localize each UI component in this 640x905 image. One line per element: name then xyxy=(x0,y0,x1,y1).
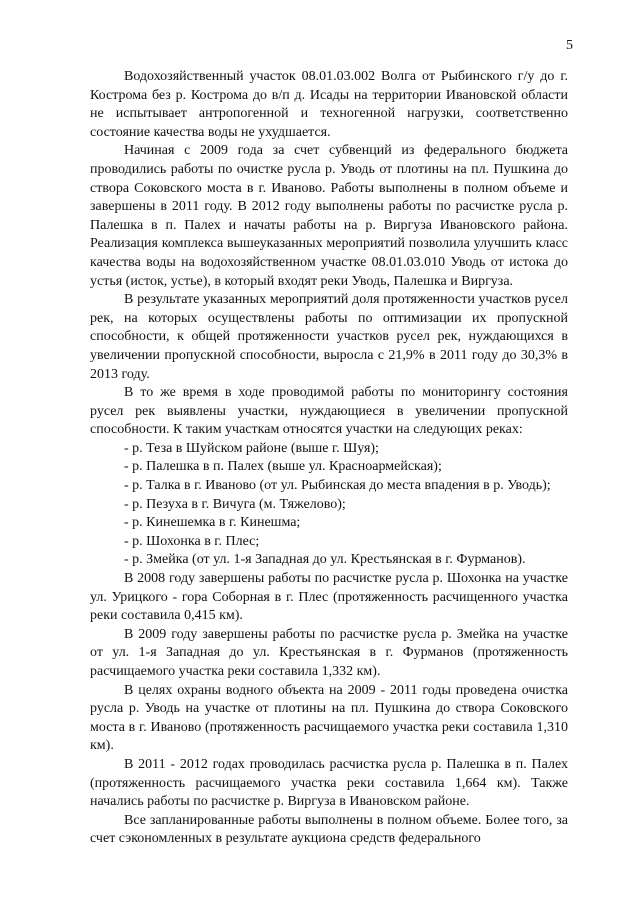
paragraph-water-section: Водохозяйственный участок 08.01.03.002 Волга от Рыбинского г/у до г. Кострома без р. Кострома до в/п д. Исады на территории Ивановской области не испытывает антропогенной и техногенной нагрузки, соответственно состояние качества воды не ухудшается. xyxy=(90,69,568,140)
river-list xyxy=(90,440,568,570)
list-item: - р. Палешка в п. Палех (выше ул. Красноармейская); xyxy=(124,459,442,475)
page-number: 5 xyxy=(566,38,573,53)
paragraph-subsidies-works: Начиная с 2009 года за счет субвенций из федерального бюджета проводились работы по очистке русла р. Уводь от плотины на пл. Пушкина до створа Соковского моста в г. Иваново. Работы выполнены в полном объеме и завершены в 2011 году. В 2012 году выполнены работы по расчистке русла р. Палешка в п. Палех и начаты работы на р. Виргуза Ивановского района. Реализация комплекса вышеуказанных мероприятий позволила улучшить класс качества воды на водохозяйственном участке 08.01.03.010 Уводь от истока до устья (исток, устье), в который входят реки Уводь, Палешка и Виргуза. xyxy=(90,143,568,289)
list-item: - р. Шохонка в г. Плес; xyxy=(124,533,260,549)
list-item: - р. Кинешемка в г. Кинешма; xyxy=(124,515,301,531)
paragraph-2008-shokhonka: В 2008 году завершены работы по расчистке русла р. Шохонка на участке ул. Урицкого - гора Соборная в г. Плес (протяженность расчищенного участка реки составила 0,415 км). xyxy=(90,571,568,624)
list-item: - р. Теза в Шуйском районе (выше г. Шуя); xyxy=(124,440,379,456)
paragraph-uvod-cleaning: В целях охраны водного объекта на 2009 - 2011 годы проведена очистка русла р. Уводь на участке от плотины на пл. Пушкина до створа Соковского моста в г. Иваново (протяженность расчищаемого участка реки составила 1,310 км). xyxy=(90,682,568,754)
paragraph-monitoring-intro: В то же время в ходе проводимой работы по мониторингу состояния русел рек выявлены участки, нуждающиеся в увеличении пропускной способности. К таким участкам относятся участки на следующих реках: xyxy=(90,385,568,438)
list-item: - р. Змейка (от ул. 1-я Западная до ул. Крестьянская в г. Фурманов). xyxy=(124,552,526,568)
list-item: - р. Талка в г. Иваново (от ул. Рыбинская до места впадения в р. Уводь); xyxy=(124,478,551,494)
paragraph-works-completed: Все запланированные работы выполнены в полном объеме. Более того, за счет сэкономленных в результате аукциона средств федерального xyxy=(90,812,568,847)
paragraph-2011-2012-paleshka: В 2011 - 2012 годах проводилась расчистка русла р. Палешка в п. Палех (протяженность расчищаемого участка реки составила 1,664 км). Также начались работы по расчистке р. Виргуза в Ивановском районе. xyxy=(90,756,568,810)
paragraph-results-share: В результате указанных мероприятий доля протяженности участков русел рек, на которых осуществлены работы по оптимизации их пропускной способности, к общей протяженности участков русел рек, нуждающихся в увеличении пропускной способности, выросла с 21,9% в 2011 году до 30,3% в 2013 году. xyxy=(90,292,568,382)
paragraph-2009-zmeyka: В 2009 году завершены работы по расчистке русла р. Змейка на участке от ул. 1-я Западная до ул. Крестьянская в г. Фурманов (протяженность расчищаемого участка реки составила 1,332 км). xyxy=(90,626,568,679)
document-body xyxy=(90,68,568,849)
list-item: - р. Пезуха в г. Вичуга (м. Тяжелово); xyxy=(124,496,346,512)
